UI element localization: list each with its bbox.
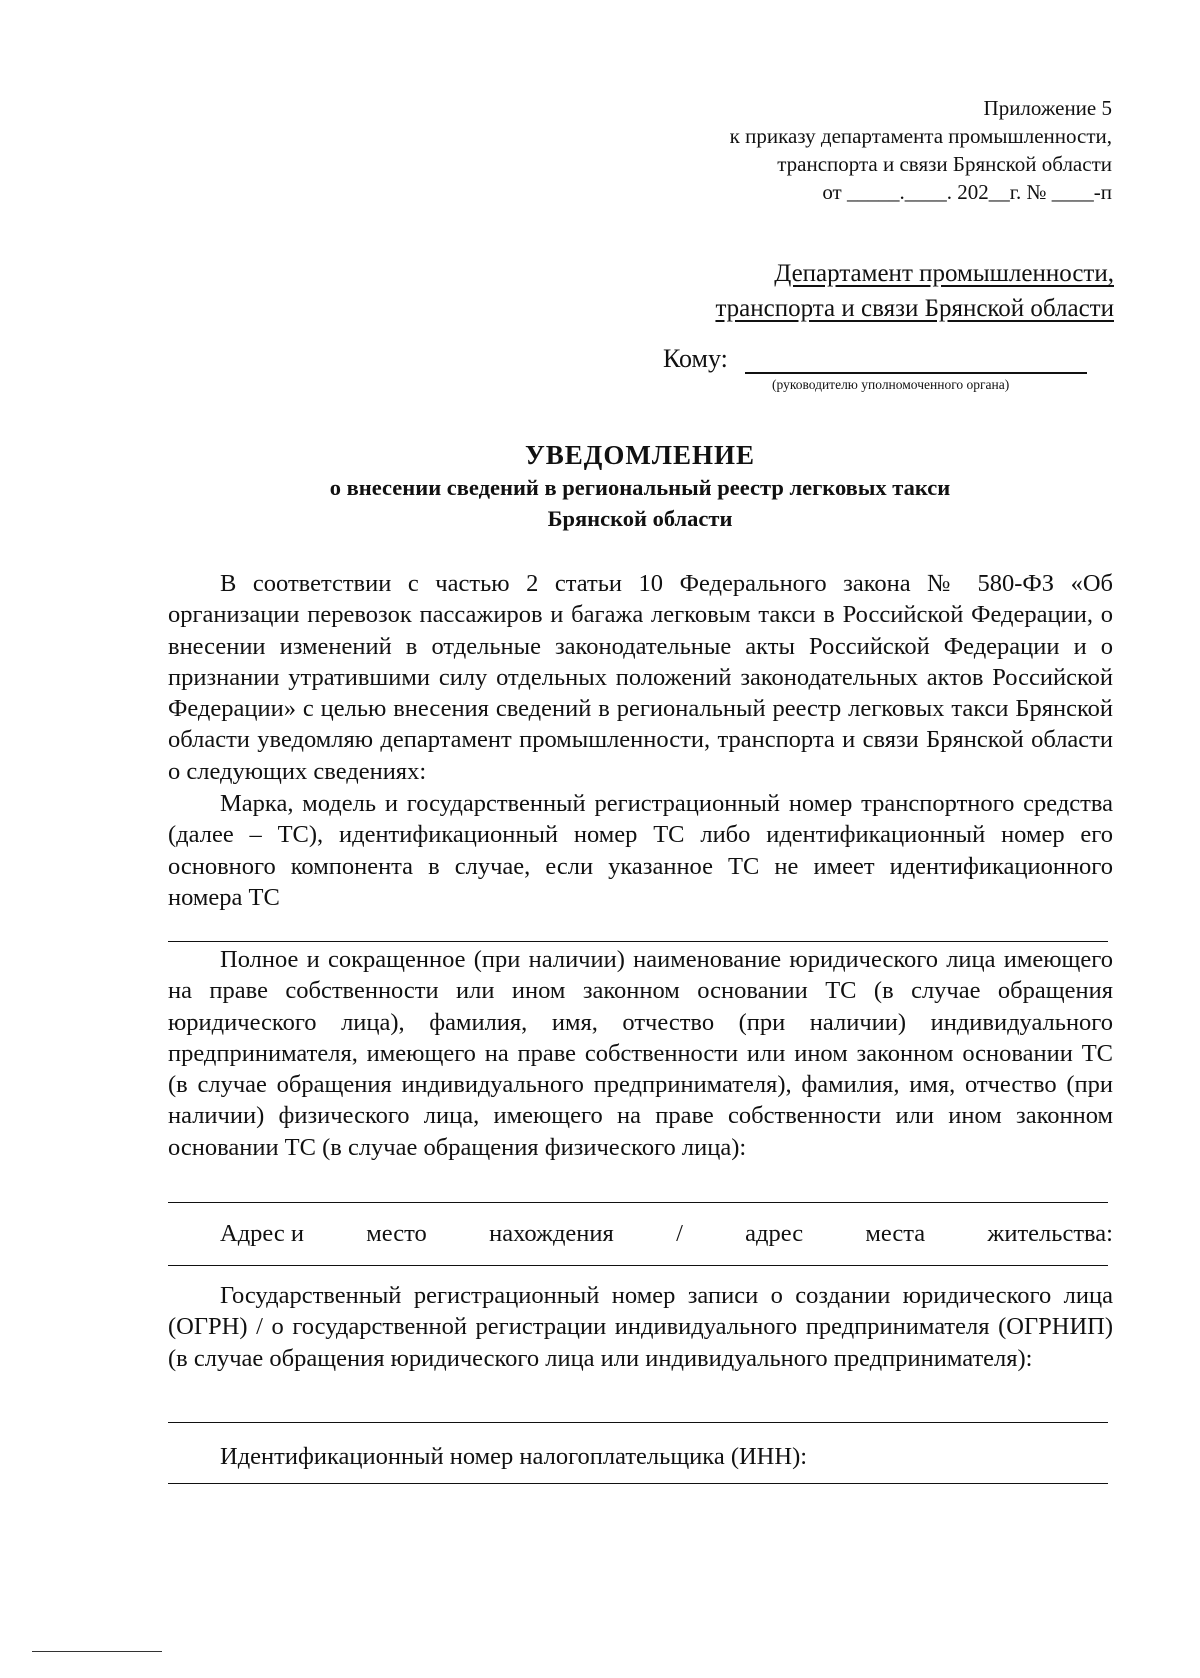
to-label: Кому: <box>663 344 728 373</box>
address-word-7: жительства: <box>987 1220 1113 1247</box>
address-row <box>168 1220 1113 1248</box>
title-main: УВЕДОМЛЕНИЕ <box>524 440 756 470</box>
address-word-2: место <box>366 1220 427 1247</box>
vehicle-fill-line[interactable] <box>168 941 1108 942</box>
appendix-order-dept: транспорта и связи Брянской области <box>777 152 1112 176</box>
vehicle-paragraph: Марка, модель и государственный регистрационный номер транспортного средства (далее – ТС), идентификационный номер ТС либо идентификационный номер его основного компонента в случае, если указанное ТС не имеет идентификационного номера ТС <box>168 790 1113 911</box>
address-fill-line[interactable] <box>168 1265 1108 1266</box>
intro-paragraph: В соответствии с частью 2 статьи 10 Федерального закона № 580-ФЗ «Об организации перевозок пассажиров и багажа легковым такси в Российской Федерации, о внесении изменений в отдельные законодательные акты Российской Федерации и о признании утратившими силу отдельных положений законодательных актов Российской Федерации» с целью внесения сведений в региональный реестр легковых такси Брянской области уведомляю департамент промышленности, транспорта и связи Брянской области о следующих сведениях: <box>168 570 1113 785</box>
department-line-2: транспорта и связи Брянской области <box>715 295 1114 322</box>
address-word-6: места <box>865 1220 926 1247</box>
inn-paragraph: Идентификационный номер налогоплательщика (ИНН): <box>220 1443 808 1470</box>
owner-fill-line[interactable] <box>168 1202 1108 1203</box>
address-word-5: адрес <box>745 1220 804 1247</box>
appendix-number: Приложение 5 <box>983 96 1112 120</box>
to-fill-line[interactable] <box>745 372 1087 374</box>
appendix-header <box>730 94 1112 206</box>
inn-fill-line[interactable] <box>168 1483 1108 1484</box>
ogrn-paragraph: Государственный регистрационный номер записи о создании юридического лица (ОГРН) / о государственной регистрации индивидуального предпринимателя (ОГРНИП) (в случае обращения юридического лица или индивидуального предпринимателя): <box>168 1282 1113 1372</box>
address-word-1: Адрес и <box>220 1220 305 1247</box>
title-subtitle-1: о внесении сведений в региональный реестр легковых такси <box>329 475 951 500</box>
document-title <box>170 438 1110 534</box>
footer-rule <box>32 1651 162 1652</box>
address-word-4: / <box>676 1220 683 1247</box>
owner-paragraph: Полное и сокращенное (при наличии) наименование юридического лица имеющего на праве собственности или ином законном основании ТС (в случае обращения юридического лица), фамилия, имя, отчество (при наличии) индивидуального предпринимателя, имеющего на праве собственности или ином законном основании ТС (в случае обращения индивидуального предпринимателя), фамилия, имя, отчество (при наличии) физического лица, имеющего на праве собственности или ином законном основании ТС (в случае обращения физического лица): <box>168 946 1113 1161</box>
recipient-department <box>715 256 1114 326</box>
appendix-order-ref: к приказу департамента промышленности, <box>729 124 1112 148</box>
appendix-order-date: от _____.____. 202__г. № ____-п <box>822 180 1112 204</box>
ogrn-fill-line[interactable] <box>168 1422 1108 1423</box>
department-line-1: Департамент промышленности, <box>774 260 1114 287</box>
address-word-3: нахождения <box>489 1220 614 1247</box>
to-note: (руководителю уполномоченного органа) <box>772 377 1010 392</box>
title-subtitle-2: Брянской области <box>547 506 733 531</box>
